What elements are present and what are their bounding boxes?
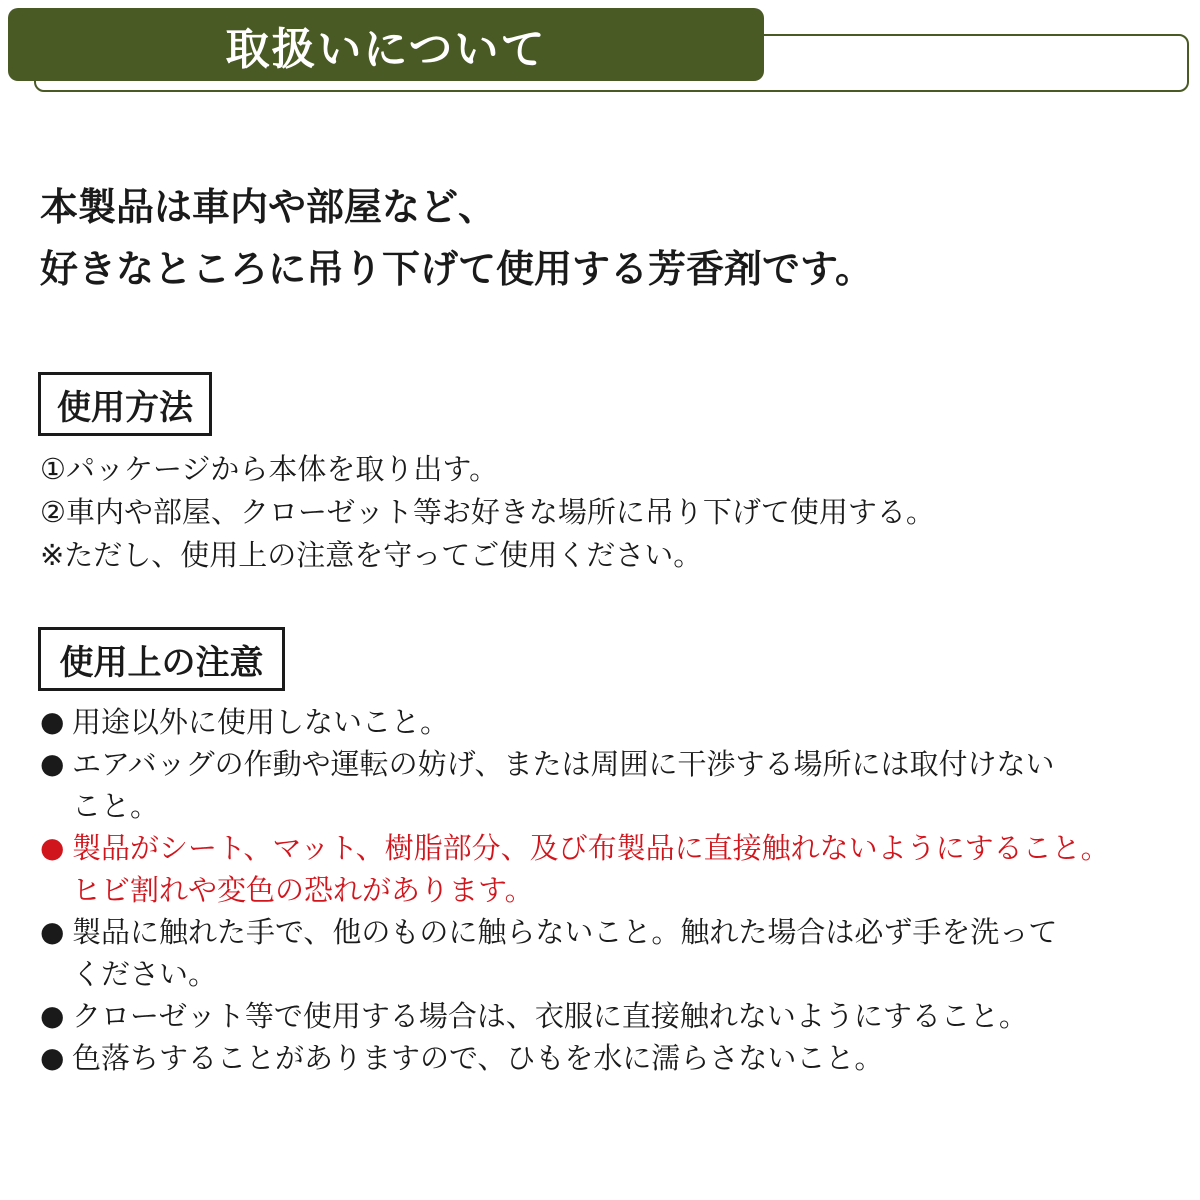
intro-text: [40, 176, 1170, 300]
bullet-icon: ●: [40, 999, 65, 1032]
bullet-icon: ●: [40, 915, 65, 948]
usage-line-3: ※ただし、使用上の注意を守ってご使用ください。: [40, 538, 703, 572]
caution-item-text: 用途以外に使用しないこと。: [72, 705, 450, 739]
bullet-icon: ●: [40, 747, 65, 780]
usage-line-1: ①パッケージから本体を取り出す。: [40, 452, 499, 486]
bullet-icon: ●: [40, 1041, 65, 1074]
caution-item-text: 色落ちすることがありますので、ひもを水に濡らさないこと。: [72, 1041, 884, 1075]
caution-item-text: ヒビ割れや変色の恐れがあります。: [72, 873, 534, 907]
caution-list: [40, 701, 1180, 1079]
caution-item: [40, 911, 1180, 995]
usage-instructions: [40, 448, 1180, 577]
bullet-icon: ●: [40, 705, 65, 738]
caution-item: [40, 995, 1180, 1037]
intro-line-1: 本製品は車内や部屋など、: [40, 185, 497, 229]
caution-item-text: 製品がシート、マット、樹脂部分、及び布製品に直接触れないようにすること。: [72, 831, 1110, 865]
caution-item-text: クローゼット等で使用する場合は、衣服に直接触れないようにすること。: [72, 999, 1028, 1033]
caution-item: [40, 1037, 1180, 1079]
usage-line-2: ②車内や部屋、クローゼット等お好きな場所に吊り下げて使用する。: [40, 495, 935, 529]
intro-line-2: 好きなところに吊り下げて使用する芳香剤です。: [40, 247, 873, 291]
caution-item: [40, 743, 1180, 827]
header-banner: [8, 8, 764, 81]
caution-heading: 使用上の注意: [38, 627, 285, 691]
caution-item-text: エアバッグの作動や運転の妨げ、または周囲に干渉する場所には取付けない: [72, 747, 1055, 781]
page-title: 取扱いについて: [225, 23, 547, 75]
caution-item-text: こと。: [72, 789, 160, 823]
usage-heading: 使用方法: [38, 372, 212, 436]
caution-item: [40, 701, 1180, 743]
caution-item-text: 製品に触れた手で、他のものに触らないこと。触れた場合は必ず手を洗って: [72, 915, 1058, 949]
bullet-icon: ●: [40, 831, 65, 864]
caution-item-warning: [40, 827, 1180, 911]
caution-item-text: ください。: [72, 957, 218, 991]
